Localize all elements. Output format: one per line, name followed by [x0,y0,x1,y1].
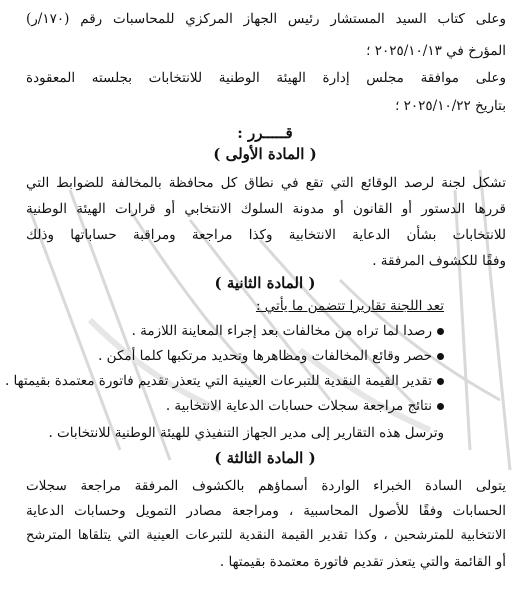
list-item-text: نتائج مراجعة سجلات حسابات الدعاية الانتخابية . [165,398,432,414]
preamble-line-4: بتاريخ ٢٠٢٥/١٠/٢٢ ؛ [395,98,506,114]
bullet-icon [437,403,444,410]
article-2-intro: تعد اللجنة تقاريرا تتضمن ما يأتي : [255,298,444,314]
article-3-line-3: الانتخابية للمترشحين ، وكذا تقدير القيمة النقدية للتبرعات العينية التي يتلقاها المترشح [26,528,506,543]
article-1-title: ( المادة الأولى ) [213,145,317,163]
article-3-line-2: الحسابات وفقًا للأصول المحاسبية ، ومراجعة مصادر التمويل وحسابات الدعاية [26,503,506,519]
list-item-text: رصدا لما تراه من مخالفات بعد إجراء المعاينة اللازمة . [131,323,432,339]
decision-title: قـــــرر : [237,124,293,142]
preamble-line-3: وعلى موافقة مجلس إدارة الهيئة الوطنية للانتخابات بجلسته المعقودة [26,70,506,86]
article-1-line-1: تشكل لجنة لرصد الوقائع التي تقع في نطاق كل محافظة بالمخالفة للضوابط التي [26,175,506,191]
article-1-title-wrap [0,143,530,165]
article-3-title: ( المادة الثالثة ) [214,449,316,467]
list-item-text: حصر وقائع المخالفات ومظاهرها وتحديد مرتكبها كلما أمكن . [98,348,432,364]
article-2-closing: وترسل هذه التقارير إلى مدير الجهاز التنفيذي للهيئة الوطنية للانتخابات . [48,425,444,441]
article-1-line-2: قررها الدستور أو القانون أو مدونة السلوك الانتخابي أو قرارات الهيئة الوطنية [26,201,506,217]
article-3-line-1: يتولى السادة الخبراء الواردة أسماؤهم بالكشوف المرفقة مراجعة سجلات [26,478,506,494]
list-item [5,372,444,390]
article-2-title: ( المادة الثانية ) [214,274,316,292]
preamble-line-1: وعلى كتاب السيد المستشار رئيس الجهاز المركزي للمحاسبات رقم (١٧٠/ر) [26,11,506,27]
list-item [166,397,444,415]
list-item [132,322,444,340]
article-3-line-4: أو القائمة والتي يتعذر تقديم فاتورة معتمدة بقيمتها . [219,554,506,570]
bullet-icon [437,328,444,335]
list-item-text: تقدير القيمة النقدية للتبرعات العينية التي يتعذر تقديم فاتورة معتمدة بقيمتها . [4,373,432,389]
article-2-title-wrap [0,272,530,294]
article-1-line-3: للانتخابات بشأن الدعاية الانتخابية وكذا مراجعة ومراقبة حساباتها وذلك [26,227,506,243]
bullet-icon [437,353,444,360]
bullet-icon [437,378,444,385]
decision-title-wrap [0,122,530,144]
list-item [98,347,444,365]
preamble-line-2: المؤرخ في ٢٠٢٥/١٠/١٣ ؛ [366,43,506,59]
article-1-line-4: وفقًا للكشوف المرفقة . [372,253,506,269]
article-3-title-wrap [0,447,530,469]
